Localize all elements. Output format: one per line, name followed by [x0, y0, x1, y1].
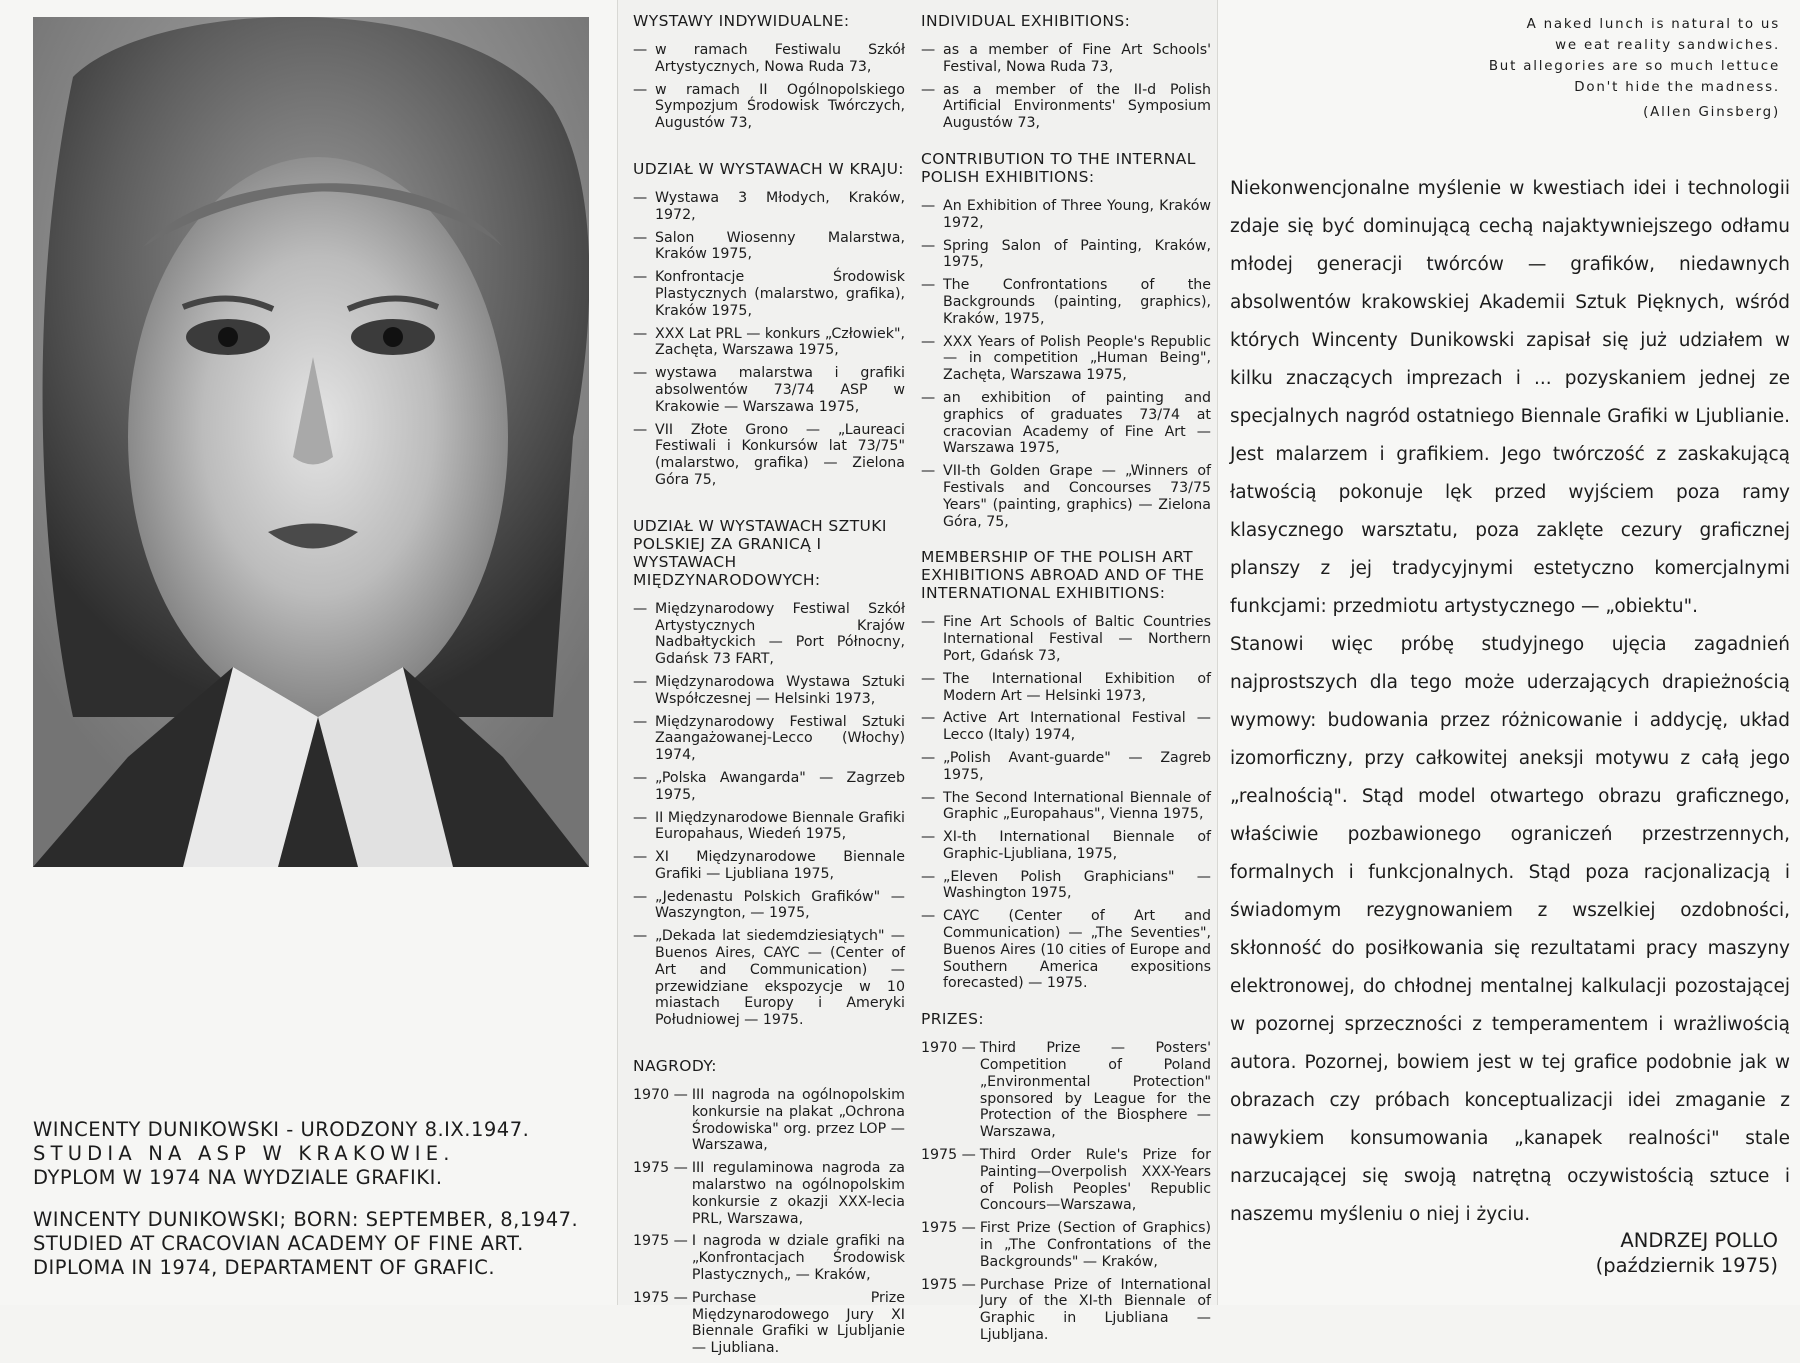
- prize-year: 1975 —: [921, 1220, 976, 1237]
- list-item: — The International Exhibition of Modern Art — Helsinki 1973,: [921, 671, 1211, 705]
- bio-pl-line-3: DYPLOM W 1974 NA WYDZIALE GRAFIKI.: [33, 1166, 443, 1189]
- pl-solo-list: [633, 42, 905, 132]
- portrait-illustration: [33, 17, 589, 867]
- en-domestic-heading: CONTRIBUTION TO THE INTERNAL POLISH EXHIBITIONS:: [921, 149, 1196, 186]
- bio-en-line-3: DIPLOMA IN 1974, DEPARTAMENT OF GRAFIC.: [33, 1256, 496, 1279]
- pl-solo-heading: WYSTAWY INDYWIDUALNE:: [633, 12, 850, 30]
- pl-abroad-list: [633, 601, 905, 1029]
- list-item: — „Dekada lat siedemdziesiątych" — Buenos Aires, CAYC — (Center of Art and Communication) — przewidziane ekspozycje w 10 miastach Europy i Ameryki Południowej — 1975.: [633, 928, 905, 1029]
- list-item: — Międzynarodowy Festiwal Szkół Artystycznych Krajów Nadbałtyckich — Port Północny, Gdańsk 73 FART,: [633, 601, 905, 668]
- prize-text: Purchase Prize Międzynarodowego Jury XI Biennale Grafiki w Ljubljanie — Ljubliana.: [691, 1289, 905, 1357]
- signature-date: (październik 1975): [1595, 1254, 1778, 1277]
- list-item: — The Second International Biennale of Graphic „Europahaus", Vienna 1975,: [921, 790, 1211, 824]
- left-panel: [0, 0, 617, 1305]
- list-item: — VII-th Golden Grape — „Winners of Festivals and Concourses 73/75 Years" (painting, graphics) — Zielona Góra, 75,: [921, 463, 1211, 530]
- bio-pl-line-2: STUDIA NA ASP W KRAKOWIE.: [33, 1142, 455, 1165]
- list-item: — w ramach Festiwalu Szkół Artystycznych, Nowa Ruda 73,: [633, 42, 905, 76]
- list-item: — II Międzynarodowe Biennale Grafiki Europahaus, Wiedeń 1975,: [633, 810, 905, 844]
- en-solo-heading: INDIVIDUAL EXHIBITIONS:: [921, 12, 1131, 30]
- en-abroad-heading: MEMBERSHIP OF THE POLISH ART EXHIBITIONS ABROAD AND OF THE INTERNATIONAL EXHIBITIONS:: [921, 548, 1205, 603]
- list-item: — „Polska Awangarda" — Zagrzeb 1975,: [633, 770, 905, 804]
- list-item: — Fine Art Schools of Baltic Countries International Festival — Northern Port, Gdańsk 73,: [921, 614, 1211, 664]
- prize-year: 1975 —: [921, 1147, 976, 1164]
- prize-item: [633, 1290, 905, 1357]
- list-item: — XI Międzynarodowe Biennale Grafiki — Ljubliana 1975,: [633, 849, 905, 883]
- quote-line: But allegories are so much lettuce: [1488, 59, 1780, 74]
- essay-text: [1230, 170, 1790, 1234]
- en-prizes-heading: PRIZES:: [921, 1010, 984, 1029]
- prize-text: Purchase Prize of International Jury of the XI-th Biennale of Graphic in Ljubliana — Ljubljana.: [979, 1276, 1211, 1344]
- signature: [1596, 1228, 1778, 1278]
- pl-prizes-heading: NAGRODY:: [633, 1057, 717, 1076]
- list-item: — w ramach II Ogólnopolskiego Sympozjum Środowisk Twórczych, Augustów 73,: [633, 82, 905, 132]
- bio-en-line-2: STUDIED AT CRACOVIAN ACADEMY OF FINE ART.: [33, 1232, 524, 1255]
- prize-text: First Prize (Section of Graphics) in „The Confrontations of the Backgrounds" — Kraków,: [979, 1220, 1211, 1270]
- prize-year: 1975 —: [633, 1289, 688, 1306]
- portrait-photo: [33, 17, 589, 867]
- list-item: — „Eleven Polish Graphicians" — Washington 1975,: [921, 869, 1211, 903]
- list-item: — Konfrontacje Środowisk Plastycznych (malarstwo, grafika), Kraków 1975,: [633, 269, 905, 319]
- prize-item: [921, 1040, 1211, 1141]
- essay-paragraph-1: Niekonwencjonalne myślenie w kwestiach idei i technologii zdaje się być dominującą cechą najaktywniejszego odłamu młodej generacji twórców — grafików, niedawnych absolwentów krakowskiej Akademii Sztuk Pięknych, wśród których Wincenty Dunikowski zapisał się już udziałem w kilku znaczących imprezach i ... pozyskaniem jednej ze specjalnych nagród ostatniego Biennale Grafiki w Ljublianie. Jest malarzem i grafikiem. Jego twórczość z zaskakującą łatwością pokonuje lęk przed wyjściem poza ramy klasycznego warsztatu, poza zaklęte cezury graficznej planszy z jej tradycyjnymi estetyczno komercjalnymi funkcjami: przedmiotu artystycznego — „obiektu".: [1230, 178, 1790, 617]
- prize-item: [633, 1087, 905, 1154]
- list-item: — An Exhibition of Three Young, Kraków 1972,: [921, 198, 1211, 232]
- en-solo-list: [921, 42, 1211, 132]
- prize-year: 1970 —: [921, 1040, 976, 1057]
- list-item: — VII Złote Grono — „Laureaci Festiwali i Konkursów lat 73/75" (malarstwo, grafika) — Zielona Góra 75,: [633, 422, 905, 489]
- en-domestic-list: [921, 198, 1211, 530]
- signature-name: ANDRZEJ POLLO: [1620, 1229, 1778, 1252]
- list-item: — Wystawa 3 Młodych, Kraków, 1972,: [633, 190, 905, 224]
- prize-year: 1975 —: [633, 1233, 688, 1250]
- prize-year: 1970 —: [633, 1087, 688, 1104]
- prize-item: [633, 1160, 905, 1227]
- essay-paragraph-2: Stanowi więc próbę studyjnego ujęcia zagadnień najprostszych dla tego może uderzających drapieżnością wymowy: budowania przez różnicowanie i addycję, układ izomorficzny, przy całkowitej aneksji motywu z całą jego „realnością". Stąd model otwartego obrazu graficznego, właściwie pozbawionego ograniczeń przestrzennych, formalnych i funkcjonalnych. Stąd poza racjonalizacją i świadomym rezygnowaniem z wszelkiej ozdobności, skłonność do posiłkowania się rezultatami pracy maszyny elektronowej, do chłodnej mentalnej kalkulacji pozostającej w pozornej sprzeczności z temperamentem i wrażliwością autora. Pozornej, bowiem jest w tej grafice podobnie jak w obrazach czy próbach konceptualizacji idei zmaganie z nawykiem konsumowania „kanapek realności" stale narzucającej się swoją natrętną oczywistością sztuce i naszemu myśleniu o niej i życiu.: [1230, 634, 1790, 1225]
- list-item: — Active Art International Festival — Lecco (Italy) 1974,: [921, 710, 1211, 744]
- epigraph-quote: [1440, 14, 1780, 123]
- list-item: — CAYC (Center of Art and Communication) — „The Seventies", Buenos Aires (10 cities of Europe and Southern America expositions forecasted) — 1975.: [921, 908, 1211, 992]
- prize-text: Third Prize — Posters' Competition of Poland „Environmental Protection" sponsored by League for the Protection of the Biosphere — Warszawa,: [979, 1040, 1211, 1141]
- list-item: — „Polish Avant-guarde" — Zagreb 1975,: [921, 750, 1211, 784]
- prize-year: 1975 —: [633, 1160, 688, 1177]
- prize-item: [633, 1233, 905, 1283]
- list-item: — Spring Salon of Painting, Kraków, 1975,: [921, 238, 1211, 272]
- quote-author: (Allen Ginsberg): [1643, 105, 1780, 120]
- list-item: — XXX Years of Polish People's Republic — in competition „Human Being", Zachęta, Warszawa 1975,: [921, 334, 1211, 384]
- quote-line: A naked lunch is natural to us: [1526, 17, 1780, 32]
- list-item: — as a member of Fine Art Schools' Festival, Nowa Ruda 73,: [921, 42, 1211, 76]
- polish-column: [633, 12, 905, 1363]
- list-item: — XI-th International Biennale of Graphic-Ljubliana, 1975,: [921, 829, 1211, 863]
- list-item: — Międzynarodowa Wystawa Sztuki Współczesnej — Helsinki 1973,: [633, 674, 905, 708]
- bio-polish: [33, 1118, 593, 1190]
- middle-panel: [617, 0, 1217, 1357]
- pl-abroad-heading: UDZIAŁ W WYSTAWACH SZTUKI POLSKIEJ ZA GRANICĄ I WYSTAWACH MIĘDZYNARODOWYCH:: [633, 516, 887, 589]
- prize-item: [921, 1220, 1211, 1270]
- quote-line: Don't hide the madness.: [1574, 80, 1780, 95]
- prize-text: Third Order Rule's Prize for Painting—Overpolish XXX-Years of Polish Peoples' Republic Concours—Warszawa,: [979, 1147, 1211, 1214]
- bio-pl-line-1: WINCENTY DUNIKOWSKI - URODZONY 8.IX.1947.: [33, 1118, 530, 1141]
- list-item: — Międzynarodowy Festiwal Sztuki Zaangażowanej-Lecco (Włochy) 1974,: [633, 714, 905, 764]
- prize-item: [921, 1277, 1211, 1344]
- prize-text: I nagroda w dziale grafiki na „Konfrontacjach Środowisk Plastycznych„ — Kraków,: [691, 1233, 905, 1284]
- prize-item: [921, 1147, 1211, 1214]
- list-item: — XXX Lat PRL — konkurs „Człowiek", Zachęta, Warszawa 1975,: [633, 326, 905, 360]
- prize-text: III nagroda na ogólnopolskim konkursie na plakat „Ochrona Środowiska" org. przez LOP — Warszawa,: [691, 1087, 905, 1154]
- list-item: — „Jedenastu Polskich Grafików" — Waszyngton, — 1975,: [633, 889, 905, 923]
- en-abroad-list: [921, 614, 1211, 992]
- prize-year: 1975 —: [921, 1276, 976, 1293]
- quote-line: we eat reality sandwiches.: [1555, 38, 1780, 53]
- list-item: — Salon Wiosenny Malarstwa, Kraków 1975,: [633, 230, 905, 264]
- pl-domestic-list: [633, 190, 905, 489]
- list-item: — The Confrontations of the Backgrounds (painting, graphics), Kraków, 1975,: [921, 277, 1211, 327]
- bio-english: [33, 1208, 593, 1280]
- pl-prizes-list: [633, 1087, 905, 1357]
- bio-en-line-1: WINCENTY DUNIKOWSKI; BORN: SEPTEMBER, 8,1947.: [33, 1208, 579, 1231]
- english-column: [921, 12, 1211, 1350]
- list-item: — as a member of the II-d Polish Artificial Environments' Symposium Augustów 73,: [921, 82, 1211, 132]
- pl-domestic-heading: UDZIAŁ W WYSTAWACH W KRAJU:: [633, 159, 904, 178]
- list-item: — wystawa malarstwa i grafiki absolwentów 73/74 ASP w Krakowie — Warszawa 1975,: [633, 365, 905, 415]
- prize-text: III regulaminowa nagroda za malarstwo na ogólnopolskim konkursie z okazji XXX-lecia PRL, Warszawa,: [691, 1160, 905, 1227]
- right-panel: [1217, 0, 1800, 1305]
- en-prizes-list: [921, 1040, 1211, 1344]
- list-item: — an exhibition of painting and graphics of graduates 73/74 at cracovian Academy of Fine Art — Warszawa 1975,: [921, 390, 1211, 457]
